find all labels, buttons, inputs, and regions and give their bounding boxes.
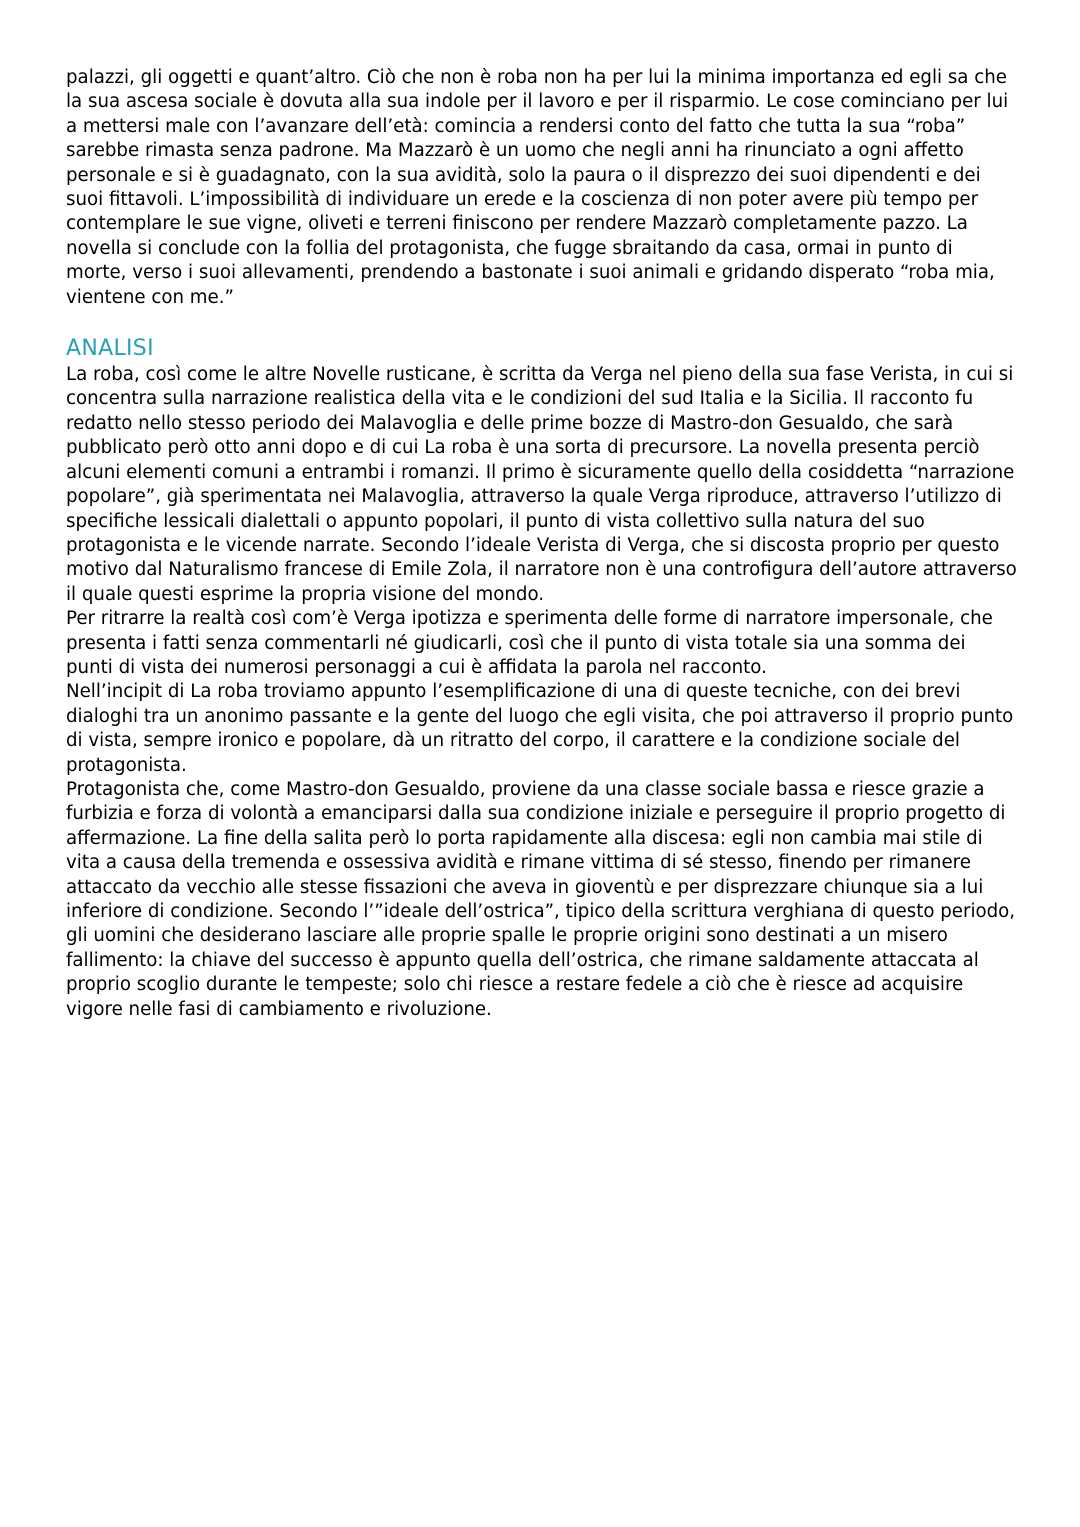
analysis-paragraph-3: Nell’incipit di La roba troviamo appunto l’esemplificazione di una di queste tecniche, con dei brevi dialoghi tra un anonimo passante e la gente del luogo che egli visita, che poi attraverso il proprio punto di vista, sempre ironico e popolare, dà un ritratto del corpo, il carattere e la condizione sociale del protagonista.	[66, 681, 1014, 776]
analysis-paragraph-1: La roba, così come le altre Novelle rusticane, è scritta da Verga nel pieno della sua fase Verista, in cui si concentra sulla narrazione realistica della vita e le condizioni del sud Italia e la Sicilia. Il racconto fu redatto nello stesso periodo dei Malavoglia e delle prime bozze di Mastro-don Gesualdo, che sarà pubblicato però otto anni dopo e di cui La roba è una sorta di precursore. La novella presenta perciò alcuni elementi comuni a entrambi i romanzi. Il primo è sicuramente quello della cosiddetta “narrazione popolare”, già sperimentata nei Malavoglia, attraverso la quale Verga riproduce, attraverso l’utilizzo di specifiche lessicali dialettali o appunto popolari, il punto di vista collettivo sulla natura del suo protagonista e le vicende narrate. Secondo l’ideale Verista di Verga, che si discosta proprio per questo motivo dal Naturalismo francese di Emile Zola, il narratore non è una controfigura dell’autore attraverso il quale questi esprime la propria visione del mondo.	[66, 364, 1017, 605]
document-page	[66, 66, 1018, 1022]
section-heading-analisi: ANALISI	[66, 336, 154, 362]
analysis-paragraph-4: Protagonista che, come Mastro-don Gesualdo, proviene da una classe sociale bassa e riesce grazie a furbizia e forza di volontà a emanciparsi dalla sua condizione iniziale e perseguire il proprio progetto di affermazione. La fine della salita però lo porta rapidamente alla discesa: egli non cambia mai stile di vita a causa della tremenda e ossessiva avidità e rimane vittima di sé stesso, finendo per rimanere attaccato da vecchio alle stesse fissazioni che aveva in gioventù e per disprezzare chiunque sia a lui inferiore di condizione. Secondo l’”ideale dell’ostrica”, tipico della scrittura verghiana di questo periodo, gli uomini che desiderano lasciare alle proprie spalle le proprie origini sono destinati a un misero fallimento: la chiave del successo è appunto quella dell’ostrica, che rimane saldamente attaccata al proprio scoglio durante le tempeste; solo chi riesce a restare fedele a ciò che è riesce ad acquisire vigore nelle fasi di cambiamento e rivoluzione.	[66, 778, 1016, 1020]
analysis-paragraph-2: Per ritrarre la realtà così com’è Verga ipotizza e sperimenta delle forme di narratore impersonale, che presenta i fatti senza commentarli né giudicarli, così che il punto di vista totale sia una somma dei punti di vista dei numerosi personaggi a cui è affidata la parola nel racconto.	[66, 608, 993, 678]
intro-paragraph: palazzi, gli oggetti e quant’altro. Ciò che non è roba non ha per lui la minima importanza ed egli sa che la sua ascesa sociale è dovuta alla sua indole per il lavoro e per il risparmio. Le cose cominciano per lui a mettersi male con l’avanzare dell’età: comincia a rendersi conto del fatto che tutta la sua “roba” sarebbe rimasta senza padrone. Ma Mazzarò è un uomo che negli anni ha rinunciato a ogni affetto personale e si è guadagnato, con la sua avidità, solo la paura o il disprezzo dei suoi dipendenti e dei suoi fittavoli. L’impossibilità di individuare un erede e la coscienza di non poter avere più tempo per contemplare le sue vigne, oliveti e terreni finiscono per rendere Mazzarò completamente pazzo. La novella si conclude con la follia del protagonista, che fugge sbraitando da casa, ormai in punto di morte, verso i suoi allevamenti, prendendo a bastonate i suoi animali e gridando disperato “roba mia, vientene con me.”	[66, 67, 1009, 308]
